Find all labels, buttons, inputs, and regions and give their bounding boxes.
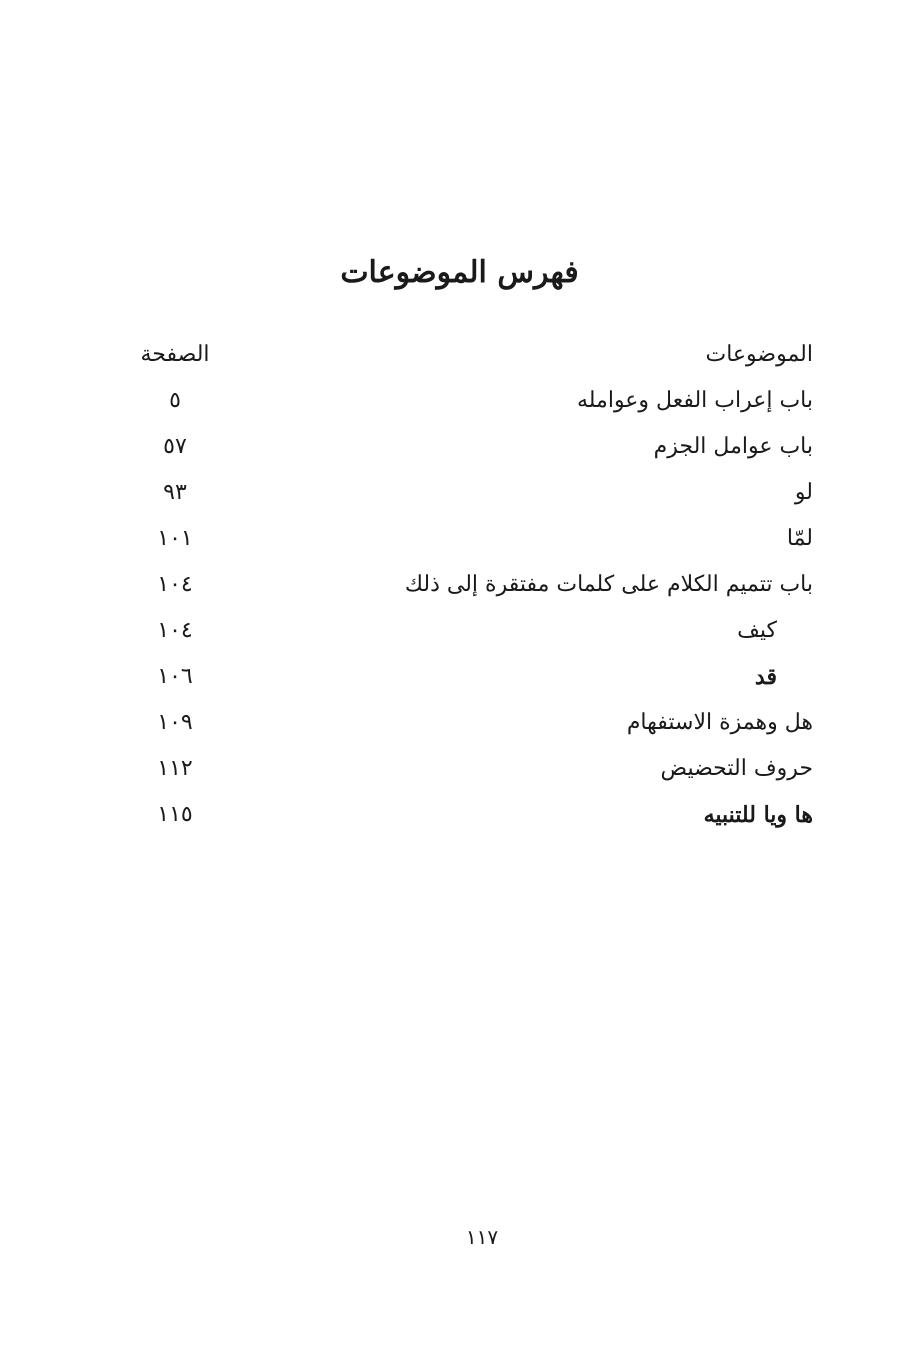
toc-header-row xyxy=(130,332,813,378)
toc-entry-topic: باب إعراب الفعل وعوامله xyxy=(576,388,813,413)
toc-entry-page: ١١٢ xyxy=(157,756,193,781)
toc-entry-topic: باب تتميم الكلام على كلمات مفتقرة إلى ذلك xyxy=(404,572,813,597)
toc-entry-page: ٥ xyxy=(169,388,181,413)
toc-entry xyxy=(130,516,813,562)
toc-entry-page: ١٠٤ xyxy=(157,572,193,597)
toc-entry-topic: قد xyxy=(754,664,777,690)
toc-entry-page: ١٠٩ xyxy=(157,710,193,735)
table-of-contents xyxy=(130,332,813,838)
page-title: فهرس الموضوعات xyxy=(340,255,579,290)
toc-entry-topic: ها ويا للتنبيه xyxy=(703,802,813,828)
page-number: ١١٧ xyxy=(465,1225,499,1249)
toc-entry-topic: كيف xyxy=(737,618,777,643)
toc-entry xyxy=(130,746,813,792)
toc-entry-sub xyxy=(130,608,813,654)
toc-entry-page: ١٠١ xyxy=(157,526,193,551)
toc-entry xyxy=(130,562,813,608)
toc-entry-page: ١١٥ xyxy=(157,802,193,827)
toc-entry xyxy=(130,792,813,838)
toc-entry-topic: لو xyxy=(794,480,813,505)
toc-entry-sub xyxy=(130,654,813,700)
toc-entry xyxy=(130,424,813,470)
toc-entry-page: ١٠٤ xyxy=(157,618,193,643)
toc-entry xyxy=(130,470,813,516)
toc-entry-topic: باب عوامل الجزم xyxy=(653,434,813,459)
toc-entry-page: ٥٧ xyxy=(163,434,187,459)
page-column-header: الصفحة xyxy=(140,342,210,367)
toc-entry-page: ١٠٦ xyxy=(157,664,193,689)
toc-entry-topic: لمّا xyxy=(786,526,813,551)
toc-entry xyxy=(130,378,813,424)
toc-entry-page: ٩٣ xyxy=(163,480,187,505)
toc-entry-topic: هل وهمزة الاستفهام xyxy=(626,710,813,735)
toc-entry xyxy=(130,700,813,746)
topics-column-header: الموضوعات xyxy=(705,342,813,367)
toc-entry-topic: حروف التحضيض xyxy=(660,756,813,781)
